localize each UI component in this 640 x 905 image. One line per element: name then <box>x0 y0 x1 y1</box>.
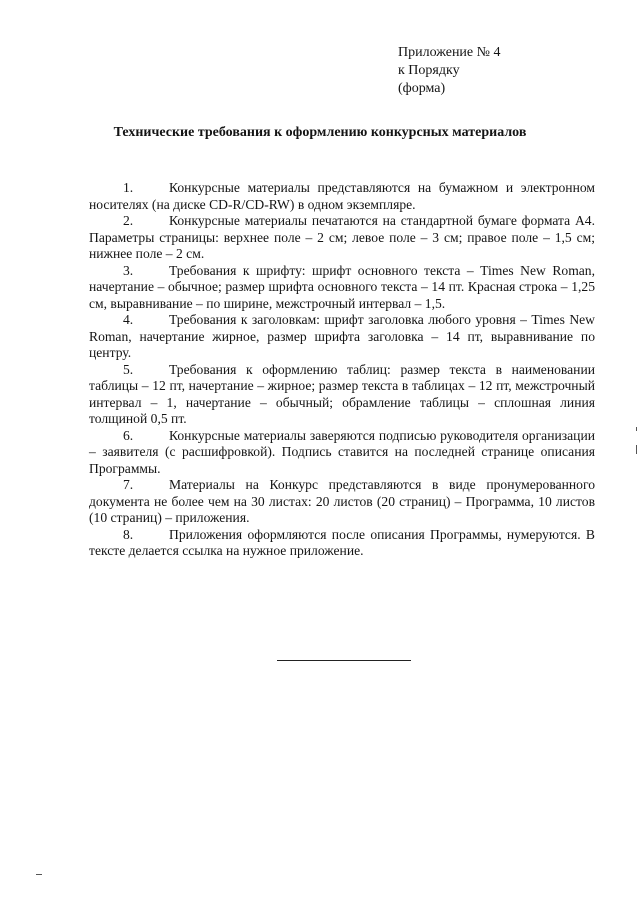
appendix-form-note: (форма) <box>398 81 446 96</box>
item-number: 1. <box>123 180 134 195</box>
item-text: Требования к оформлению таблиц: размер текста в наименовании таблицы – 12 пт, начертание – жирное; размер текста в таблицах – 12 пт, межстрочный интервал – 1, начертание – обычный; обрамление таблицы – сплошная линия толщиной 0,5 пт. <box>89 361 595 426</box>
item-number: 2. <box>123 213 134 228</box>
item-number: 4. <box>123 312 134 327</box>
list-item <box>89 362 595 428</box>
appendix-reference: к Порядку <box>398 63 460 78</box>
list-item <box>89 180 595 213</box>
closing-divider <box>277 660 411 661</box>
item-text: Приложения оформляются после описания Программы, нумеруются. В тексте делается ссылка на нужное приложение. <box>89 526 595 558</box>
item-number: 5. <box>123 361 134 377</box>
item-number: 8. <box>123 526 134 542</box>
item-text: Конкурсные материалы представляются на бумажном и электронном носителях (на диске CD-R/CD-RW) в одном экземпляре. <box>89 180 595 212</box>
scan-artifact <box>636 427 637 431</box>
scan-artifact <box>36 874 42 875</box>
item-text: Конкурсные материалы заверяются подписью руководителя организации – заявителя (с расшифровкой). Подпись ставится на последней странице описания Программы. <box>89 427 595 476</box>
list-item <box>89 263 595 313</box>
item-text: Требования к шрифту: шрифт основного текста – Times New Roman, начертание – обычное; размер шрифта основного текста – 14 пт. Красная строка – 1,25 см, выравнивание – по ширине, межстрочный интервал – 1,5. <box>89 262 595 311</box>
list-item <box>89 477 595 527</box>
list-item <box>89 428 595 478</box>
item-number: 6. <box>123 427 134 443</box>
list-item <box>89 213 595 263</box>
list-item <box>89 527 595 560</box>
item-text: Требования к заголовкам: шрифт заголовка любого уровня – Times New Roman, начертание жирное, размер шрифта заголовка – 14 пт, выравнивание по центру. <box>89 312 595 360</box>
list-item <box>89 312 595 362</box>
scan-artifact <box>636 445 637 454</box>
item-text: Конкурсные материалы печатаются на стандартной бумаге формата А4. Параметры страницы: верхнее поле – 2 см; левое поле – 3 см; правое поле – 1,5 см; нижнее поле – 2 см. <box>89 213 595 261</box>
item-number: 3. <box>123 262 134 278</box>
item-number: 7. <box>123 477 134 492</box>
appendix-number: Приложение № 4 <box>398 45 501 60</box>
requirements-list <box>89 180 595 560</box>
appendix-header <box>398 44 501 98</box>
document-title: Технические требования к оформлению конкурсных материалов <box>113 125 527 140</box>
item-text: Материалы на Конкурс представляются в виде пронумерованного документа не более чем на 30 листах: 20 листов (20 страниц) – Программа, 10 листов (10 страниц) – приложения. <box>89 477 595 525</box>
